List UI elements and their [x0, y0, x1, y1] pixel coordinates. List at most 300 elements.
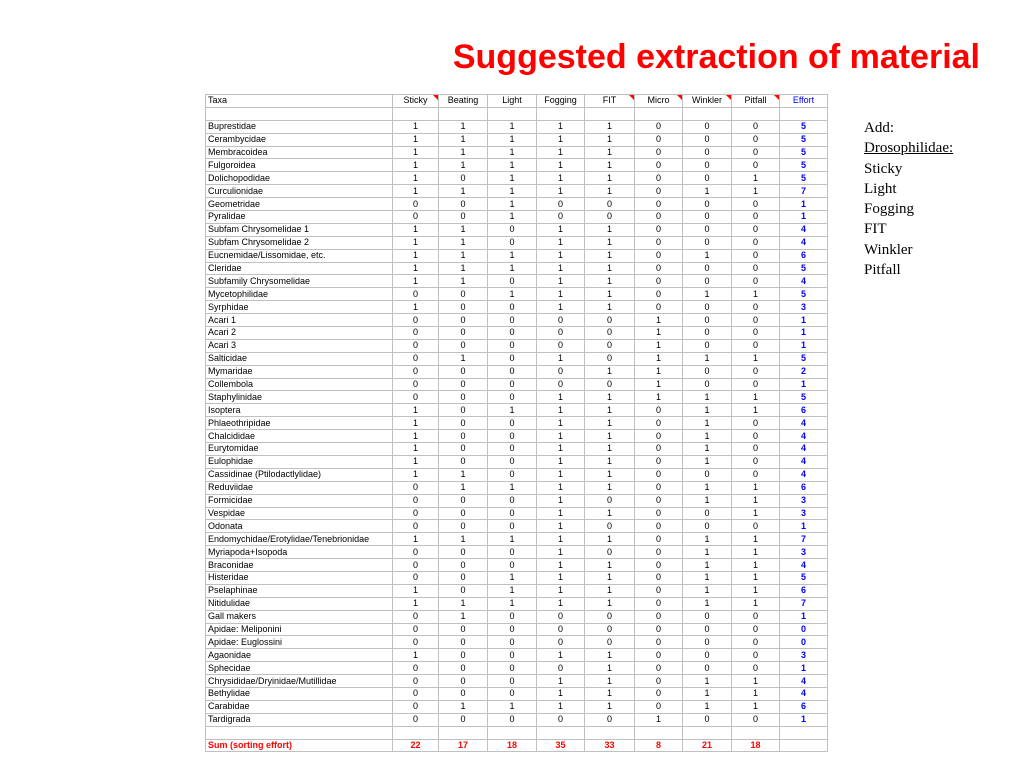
method-value-cell: 0 [635, 520, 683, 533]
method-value-cell: 1 [732, 507, 780, 520]
method-value-cell: 1 [537, 597, 585, 610]
method-value-cell: 1 [585, 301, 635, 314]
empty-cell [780, 739, 828, 752]
table-row [206, 675, 828, 688]
effort-cell: 1 [780, 378, 828, 391]
comment-flag-icon [629, 95, 634, 100]
method-value-cell: 0 [585, 546, 635, 559]
method-value-cell: 0 [732, 133, 780, 146]
method-value-cell: 0 [635, 185, 683, 198]
method-value-cell: 1 [439, 481, 488, 494]
effort-cell: 6 [780, 249, 828, 262]
header-row [206, 95, 828, 108]
empty-cell [439, 726, 488, 739]
method-value-cell: 0 [635, 675, 683, 688]
method-value-cell: 0 [488, 417, 537, 430]
method-value-cell: 1 [537, 494, 585, 507]
method-value-cell: 0 [537, 198, 585, 211]
taxon-cell: Apidae: Euglossini [206, 636, 393, 649]
method-value-cell: 1 [537, 236, 585, 249]
method-value-cell: 1 [537, 546, 585, 559]
effort-cell: 4 [780, 455, 828, 468]
method-value-cell: 0 [635, 571, 683, 584]
method-value-cell: 0 [488, 623, 537, 636]
method-value-cell: 1 [488, 262, 537, 275]
method-value-cell: 1 [439, 262, 488, 275]
method-value-cell: 0 [393, 636, 439, 649]
method-value-cell: 0 [439, 713, 488, 726]
method-value-cell: 1 [439, 185, 488, 198]
comment-flag-icon [677, 95, 682, 100]
method-value-cell: 0 [683, 713, 732, 726]
method-value-cell: 0 [683, 662, 732, 675]
table-row [206, 327, 828, 340]
method-value-cell: 1 [683, 597, 732, 610]
method-value-cell: 0 [439, 301, 488, 314]
method-value-cell: 1 [635, 352, 683, 365]
method-value-cell: 1 [393, 597, 439, 610]
taxon-cell: Subfam Chrysomelidae 1 [206, 223, 393, 236]
method-value-cell: 1 [393, 262, 439, 275]
table-row [206, 584, 828, 597]
table-row [206, 211, 828, 224]
table-row [206, 417, 828, 430]
method-value-cell: 0 [635, 262, 683, 275]
method-value-cell: 0 [488, 494, 537, 507]
method-value-cell: 0 [732, 443, 780, 456]
method-value-cell: 0 [488, 275, 537, 288]
effort-cell: 3 [780, 507, 828, 520]
method-value-cell: 0 [488, 546, 537, 559]
effort-cell: 3 [780, 301, 828, 314]
method-value-cell: 1 [439, 610, 488, 623]
effort-cell: 1 [780, 339, 828, 352]
taxon-cell: Chrysididae/Dryinidae/Mutillidae [206, 675, 393, 688]
taxon-cell: Membracoidea [206, 146, 393, 159]
effort-cell: 4 [780, 223, 828, 236]
empty-cell [683, 726, 732, 739]
method-value-cell: 0 [393, 288, 439, 301]
method-value-cell: 1 [537, 675, 585, 688]
method-value-cell: 0 [393, 713, 439, 726]
method-value-cell: 0 [393, 494, 439, 507]
method-value-cell: 1 [439, 533, 488, 546]
method-value-cell: 1 [585, 559, 635, 572]
method-value-cell: 1 [439, 223, 488, 236]
effort-cell: 3 [780, 649, 828, 662]
taxon-cell: Subfamily Chrysomelidae [206, 275, 393, 288]
method-value-cell: 0 [635, 507, 683, 520]
effort-cell: 1 [780, 314, 828, 327]
method-value-cell: 0 [732, 610, 780, 623]
effort-cell: 1 [780, 520, 828, 533]
empty-cell [732, 107, 780, 120]
method-value-cell: 0 [635, 597, 683, 610]
method-value-cell: 1 [732, 404, 780, 417]
taxon-cell: Sphecidae [206, 662, 393, 675]
method-value-cell: 0 [635, 430, 683, 443]
taxon-cell: Curculionidae [206, 185, 393, 198]
method-value-cell: 0 [683, 223, 732, 236]
method-value-cell: 1 [439, 275, 488, 288]
method-value-cell: 0 [439, 378, 488, 391]
taxon-cell: Acari 1 [206, 314, 393, 327]
method-value-cell: 0 [585, 520, 635, 533]
method-value-cell: 1 [537, 262, 585, 275]
method-value-cell: 0 [732, 198, 780, 211]
method-value-cell: 0 [635, 533, 683, 546]
method-value-cell: 0 [393, 365, 439, 378]
effort-cell: 4 [780, 443, 828, 456]
method-value-cell: 1 [537, 185, 585, 198]
slide-title: Suggested extraction of material [452, 38, 980, 76]
method-value-cell: 1 [683, 546, 732, 559]
method-value-cell: 0 [393, 520, 439, 533]
effort-cell: 5 [780, 120, 828, 133]
method-value-cell: 1 [732, 700, 780, 713]
method-value-cell: 1 [393, 172, 439, 185]
method-value-cell: 1 [683, 249, 732, 262]
method-value-cell: 0 [488, 662, 537, 675]
method-value-cell: 0 [393, 610, 439, 623]
method-value-cell: 1 [585, 533, 635, 546]
empty-cell [439, 107, 488, 120]
sum-value-cell: 8 [635, 739, 683, 752]
taxon-cell: Syrphidae [206, 301, 393, 314]
method-value-cell: 1 [585, 236, 635, 249]
taxon-cell: Eurytomidae [206, 443, 393, 456]
table-body [206, 107, 828, 752]
method-value-cell: 1 [683, 352, 732, 365]
empty-cell [780, 107, 828, 120]
method-value-cell: 0 [585, 314, 635, 327]
method-value-cell: 1 [585, 391, 635, 404]
comment-flag-icon [774, 95, 779, 100]
method-value-cell: 1 [537, 249, 585, 262]
method-header: Fogging [537, 95, 585, 108]
method-value-cell: 0 [683, 314, 732, 327]
method-value-cell: 1 [585, 275, 635, 288]
side-note [864, 118, 953, 280]
method-value-cell: 1 [585, 185, 635, 198]
effort-cell: 7 [780, 185, 828, 198]
effort-cell: 7 [780, 533, 828, 546]
empty-cell [585, 107, 635, 120]
effort-cell: 0 [780, 636, 828, 649]
table-row [206, 430, 828, 443]
method-value-cell: 1 [683, 430, 732, 443]
method-value-cell: 0 [585, 198, 635, 211]
method-value-cell: 1 [683, 559, 732, 572]
side-note-item: Pitfall [864, 262, 901, 279]
taxon-cell: Acari 2 [206, 327, 393, 340]
method-value-cell: 0 [439, 314, 488, 327]
method-value-cell: 1 [537, 133, 585, 146]
method-value-cell: 0 [635, 610, 683, 623]
method-value-cell: 0 [635, 223, 683, 236]
method-value-cell: 0 [732, 249, 780, 262]
table-row [206, 391, 828, 404]
method-value-cell: 1 [488, 404, 537, 417]
sum-value-cell: 22 [393, 739, 439, 752]
method-value-cell: 0 [635, 584, 683, 597]
sum-value-cell: 21 [683, 739, 732, 752]
empty-cell [537, 726, 585, 739]
method-value-cell: 0 [635, 559, 683, 572]
effort-cell: 4 [780, 275, 828, 288]
empty-cell [732, 726, 780, 739]
taxon-cell: Subfam Chrysomelidae 2 [206, 236, 393, 249]
method-value-cell: 0 [585, 339, 635, 352]
taxon-cell: Mycetophilidae [206, 288, 393, 301]
method-value-cell: 0 [537, 713, 585, 726]
method-value-cell: 0 [732, 262, 780, 275]
taxon-cell: Tardigrada [206, 713, 393, 726]
table-row [206, 713, 828, 726]
method-value-cell: 1 [393, 146, 439, 159]
method-value-cell: 0 [732, 223, 780, 236]
method-value-cell: 1 [732, 571, 780, 584]
method-value-cell: 0 [488, 507, 537, 520]
method-value-cell: 1 [393, 649, 439, 662]
effort-cell: 1 [780, 327, 828, 340]
method-value-cell: 1 [585, 223, 635, 236]
method-value-cell: 1 [393, 455, 439, 468]
table-row [206, 649, 828, 662]
method-value-cell: 0 [439, 662, 488, 675]
method-value-cell: 1 [537, 455, 585, 468]
method-value-cell: 1 [537, 533, 585, 546]
method-value-cell: 0 [488, 301, 537, 314]
method-value-cell: 0 [537, 378, 585, 391]
taxon-cell: Histeridae [206, 571, 393, 584]
table-row [206, 636, 828, 649]
method-value-cell: 0 [393, 314, 439, 327]
method-value-cell: 0 [683, 610, 732, 623]
method-value-cell: 1 [585, 404, 635, 417]
method-value-cell: 0 [635, 649, 683, 662]
method-value-cell: 0 [537, 365, 585, 378]
table-row [206, 185, 828, 198]
taxon-cell: Vespidae [206, 507, 393, 520]
side-note-item: Winkler [864, 241, 913, 258]
method-value-cell: 1 [488, 584, 537, 597]
method-value-cell: 0 [635, 236, 683, 249]
method-value-cell: 0 [537, 662, 585, 675]
method-value-cell: 0 [488, 352, 537, 365]
method-value-cell: 1 [683, 533, 732, 546]
taxon-cell: Cerambycidae [206, 133, 393, 146]
method-value-cell: 0 [732, 713, 780, 726]
method-value-cell: 0 [585, 713, 635, 726]
method-value-cell: 0 [732, 468, 780, 481]
empty-cell [206, 726, 393, 739]
method-value-cell: 0 [635, 687, 683, 700]
table-row [206, 365, 828, 378]
method-value-cell: 1 [488, 571, 537, 584]
method-value-cell: 1 [635, 314, 683, 327]
method-value-cell: 1 [585, 159, 635, 172]
sum-value-cell: 35 [537, 739, 585, 752]
method-value-cell: 1 [488, 288, 537, 301]
method-value-cell: 1 [393, 443, 439, 456]
method-value-cell: 0 [488, 236, 537, 249]
method-value-cell: 0 [393, 391, 439, 404]
method-value-cell: 0 [683, 146, 732, 159]
empty-cell [635, 726, 683, 739]
method-value-cell: 0 [439, 211, 488, 224]
method-value-cell: 0 [488, 327, 537, 340]
sum-value-cell: 18 [488, 739, 537, 752]
method-value-cell: 1 [439, 133, 488, 146]
method-value-cell: 0 [732, 378, 780, 391]
empty-cell [585, 726, 635, 739]
table-row [206, 339, 828, 352]
method-value-cell: 0 [683, 211, 732, 224]
method-value-cell: 1 [537, 404, 585, 417]
method-header: Light [488, 95, 537, 108]
method-value-cell: 0 [488, 675, 537, 688]
effort-cell: 4 [780, 417, 828, 430]
method-value-cell: 0 [683, 236, 732, 249]
table-row [206, 378, 828, 391]
effort-cell: 6 [780, 584, 828, 597]
method-value-cell: 1 [439, 700, 488, 713]
taxon-cell: Braconidae [206, 559, 393, 572]
method-value-cell: 0 [537, 636, 585, 649]
taxon-cell: Apidae: Meliponini [206, 623, 393, 636]
table-row [206, 455, 828, 468]
method-value-cell: 1 [683, 288, 732, 301]
method-value-cell: 0 [732, 430, 780, 443]
method-value-cell: 1 [585, 481, 635, 494]
method-value-cell: 0 [488, 649, 537, 662]
table-row [206, 159, 828, 172]
sum-label: Sum (sorting effort) [206, 739, 393, 752]
method-value-cell: 0 [732, 159, 780, 172]
method-value-cell: 0 [585, 327, 635, 340]
method-value-cell: 0 [439, 339, 488, 352]
side-note-item: Sticky [864, 160, 903, 177]
method-value-cell: 1 [488, 533, 537, 546]
method-value-cell: 0 [393, 211, 439, 224]
method-value-cell: 0 [683, 172, 732, 185]
method-value-cell: 1 [683, 443, 732, 456]
method-value-cell: 1 [683, 417, 732, 430]
method-value-cell: 0 [683, 339, 732, 352]
table-row [206, 133, 828, 146]
method-value-cell: 1 [732, 494, 780, 507]
method-value-cell: 1 [488, 481, 537, 494]
method-value-cell: 0 [439, 649, 488, 662]
effort-cell: 0 [780, 623, 828, 636]
method-value-cell: 0 [393, 687, 439, 700]
method-value-cell: 1 [585, 172, 635, 185]
method-value-cell: 0 [635, 301, 683, 314]
taxon-cell: Endomychidae/Erotylidae/Tenebrionidae [206, 533, 393, 546]
side-note-items [864, 159, 953, 281]
method-value-cell: 0 [393, 481, 439, 494]
method-value-cell: 0 [439, 430, 488, 443]
effort-cell: 5 [780, 352, 828, 365]
method-value-cell: 0 [683, 198, 732, 211]
method-value-cell: 0 [439, 417, 488, 430]
sum-value-cell: 17 [439, 739, 488, 752]
method-header: Sticky [393, 95, 439, 108]
table-row [206, 610, 828, 623]
method-value-cell: 0 [439, 687, 488, 700]
extraction-table [205, 94, 828, 752]
side-note-group: Drosophilidae: [864, 140, 954, 157]
method-value-cell: 0 [732, 649, 780, 662]
method-value-cell: 0 [732, 211, 780, 224]
method-value-cell: 1 [393, 275, 439, 288]
table-row [206, 687, 828, 700]
method-value-cell: 1 [537, 571, 585, 584]
comment-flag-icon [433, 95, 438, 100]
method-value-cell: 0 [488, 223, 537, 236]
method-value-cell: 1 [585, 468, 635, 481]
method-value-cell: 1 [393, 249, 439, 262]
effort-cell: 3 [780, 546, 828, 559]
table-row [206, 662, 828, 675]
method-value-cell: 1 [585, 120, 635, 133]
method-value-cell: 1 [393, 404, 439, 417]
method-value-cell: 0 [537, 623, 585, 636]
method-value-cell: 0 [683, 468, 732, 481]
method-value-cell: 1 [732, 533, 780, 546]
method-value-cell: 1 [585, 133, 635, 146]
method-value-cell: 0 [635, 288, 683, 301]
method-value-cell: 1 [393, 468, 439, 481]
effort-cell: 4 [780, 430, 828, 443]
method-value-cell: 1 [585, 262, 635, 275]
method-value-cell: 0 [635, 623, 683, 636]
method-value-cell: 0 [635, 404, 683, 417]
taxon-cell: Isoptera [206, 404, 393, 417]
table-row [206, 146, 828, 159]
sum-value-cell: 18 [732, 739, 780, 752]
table-row [206, 507, 828, 520]
method-value-cell: 0 [635, 133, 683, 146]
method-value-cell: 0 [537, 610, 585, 623]
table-row [206, 700, 828, 713]
method-value-cell: 1 [732, 481, 780, 494]
method-value-cell: 1 [683, 571, 732, 584]
method-value-cell: 0 [439, 365, 488, 378]
effort-header: Effort [780, 95, 828, 108]
method-value-cell: 0 [439, 546, 488, 559]
method-value-cell: 1 [537, 172, 585, 185]
method-value-cell: 1 [585, 649, 635, 662]
table-row [206, 301, 828, 314]
method-value-cell: 1 [488, 198, 537, 211]
effort-cell: 5 [780, 391, 828, 404]
method-value-cell: 1 [488, 249, 537, 262]
method-value-cell: 0 [635, 700, 683, 713]
table-row [206, 288, 828, 301]
method-value-cell: 0 [439, 507, 488, 520]
table-row [206, 236, 828, 249]
method-value-cell: 0 [635, 443, 683, 456]
effort-cell: 6 [780, 481, 828, 494]
method-value-cell: 0 [683, 520, 732, 533]
method-value-cell: 1 [585, 584, 635, 597]
method-value-cell: 1 [585, 700, 635, 713]
effort-cell: 4 [780, 236, 828, 249]
taxon-cell: Pyralidae [206, 211, 393, 224]
empty-cell [780, 726, 828, 739]
